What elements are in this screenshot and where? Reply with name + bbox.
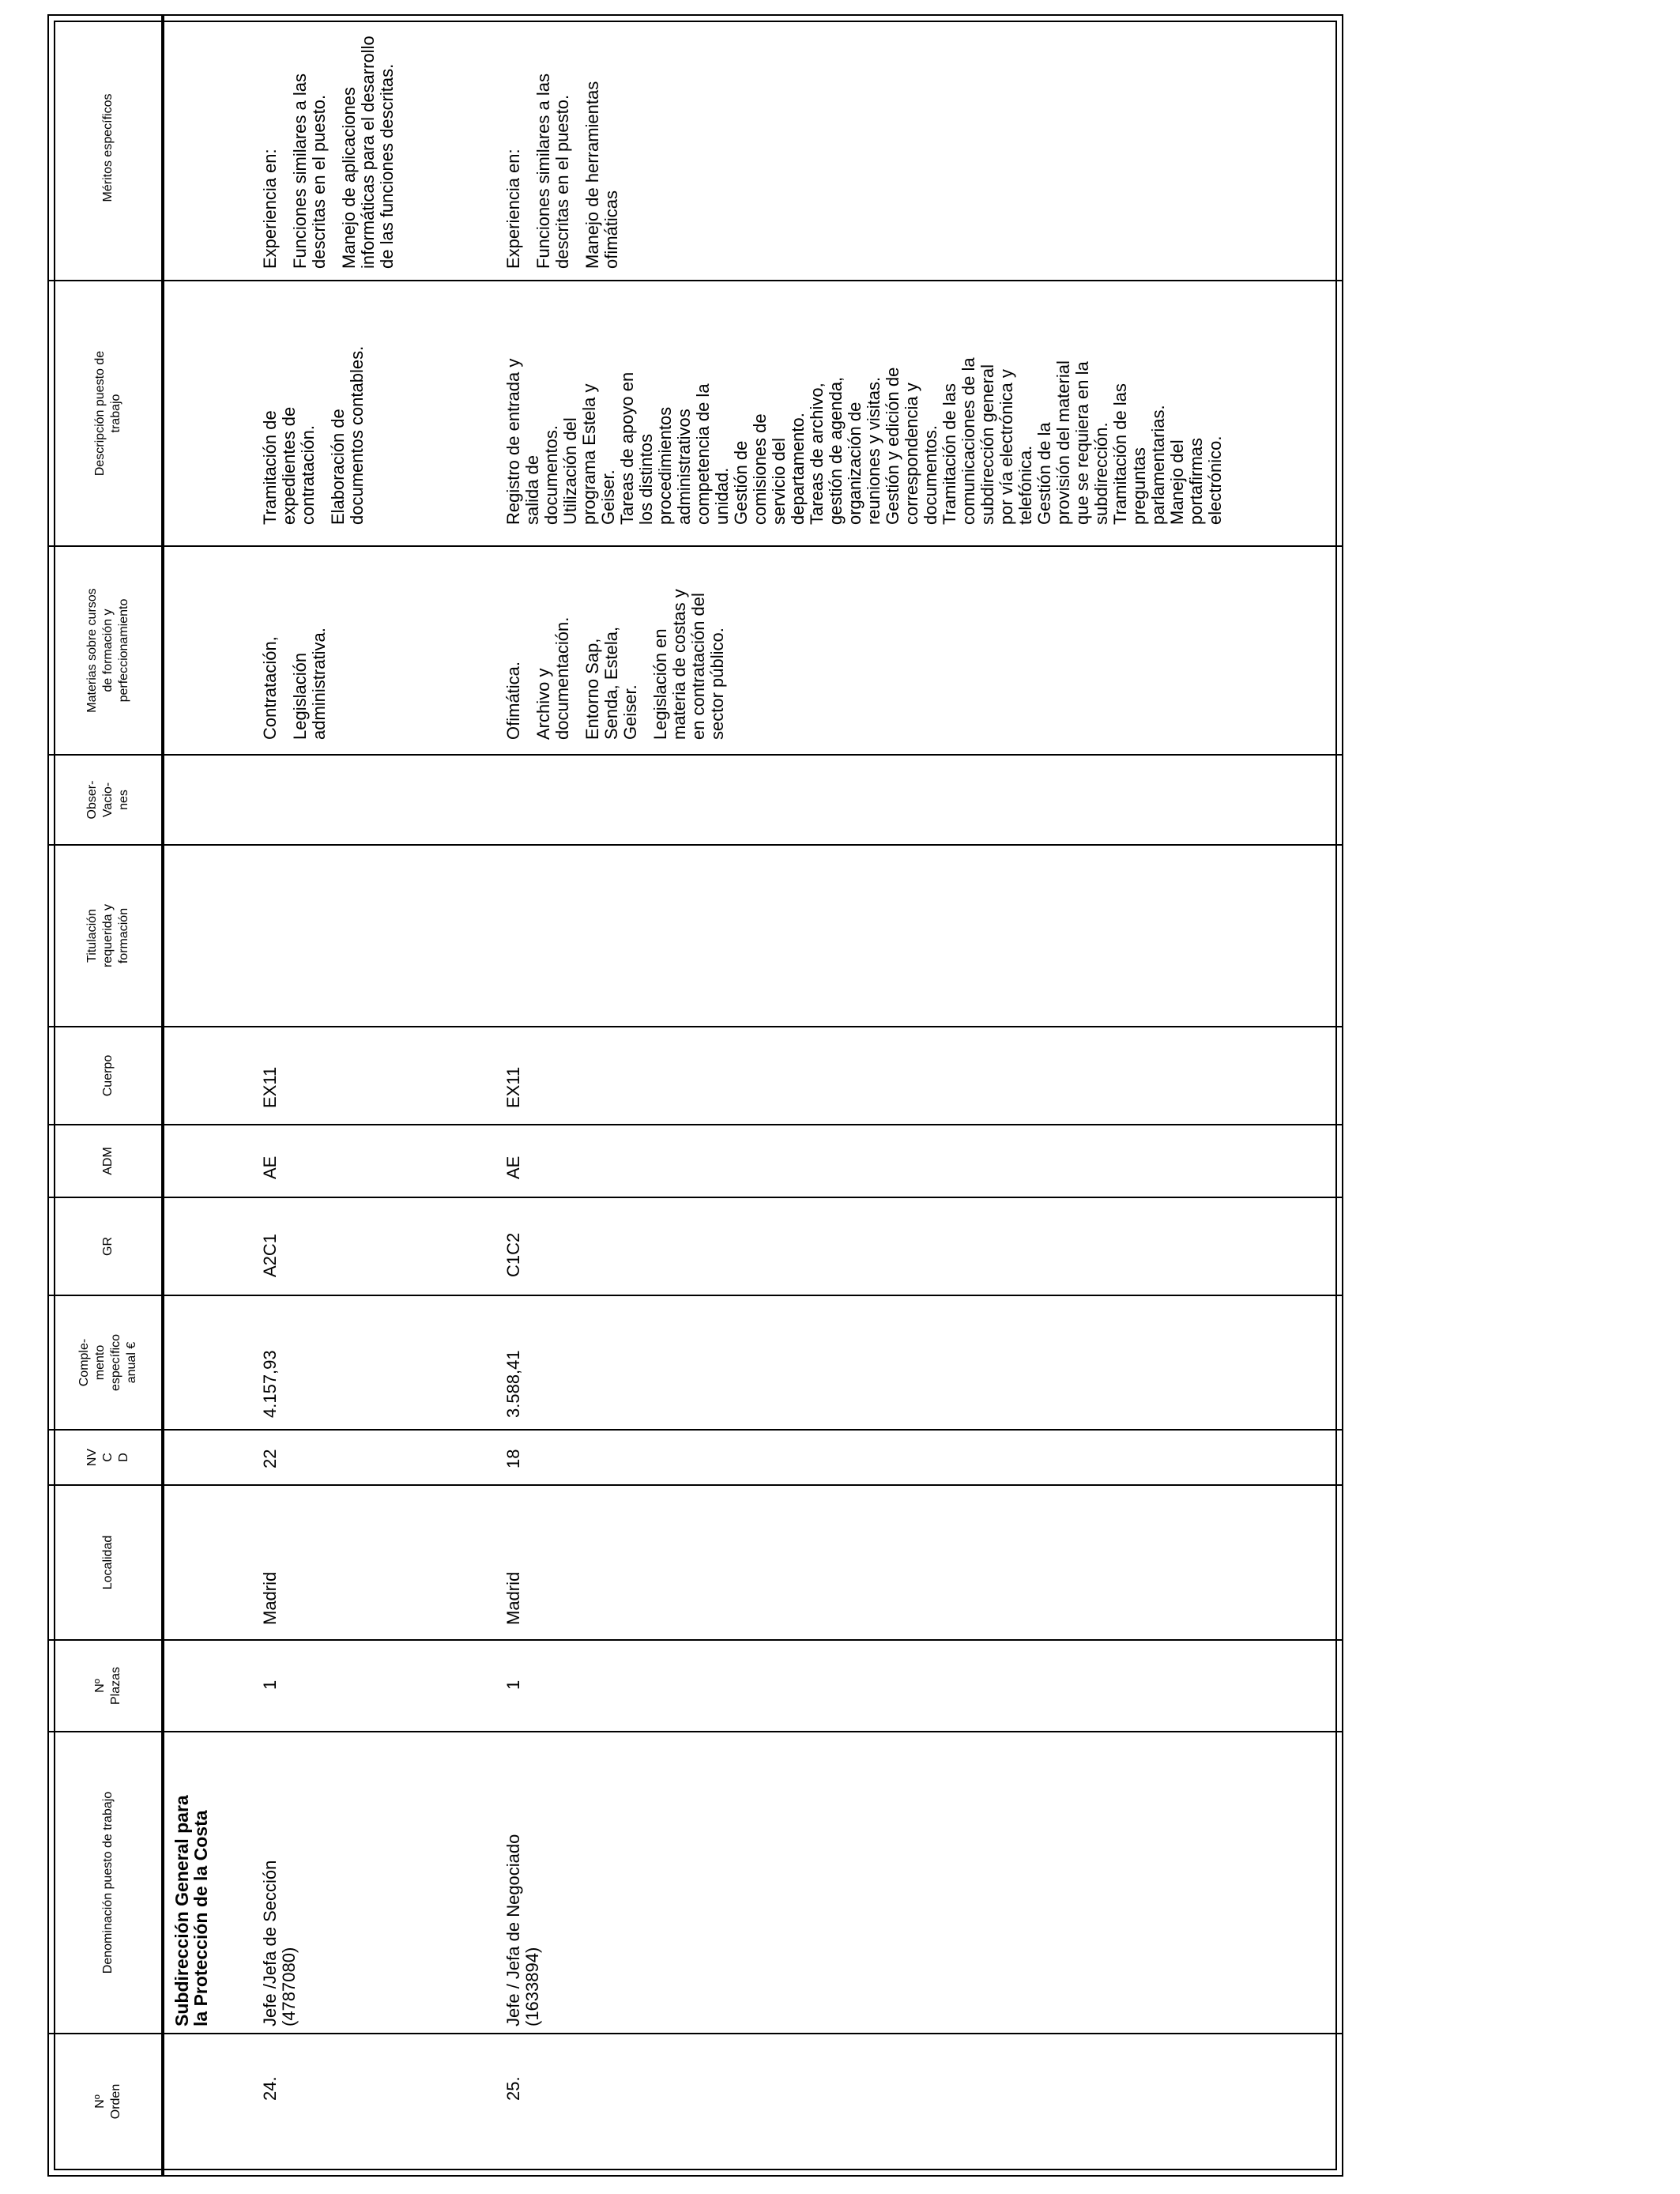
row-24-meritos [261,32,408,269]
row-24-merito: Manejo de aplicaciones informáticas para el desarrollo de las funciones descritas. [339,36,397,269]
header-cuerpo: Cuerpo [101,1054,115,1097]
row-24-materias [261,605,340,740]
row-24-descripcion [261,343,378,525]
header-materias: Materias sobre cursos de formación y perfeccionamiento [85,588,130,713]
column-divider [49,2033,1342,2034]
header-observaciones: Obser- Vacio- nes [85,780,130,820]
column-divider [49,1124,1342,1125]
header-adm: ADM [101,1147,115,1175]
row-24-grupo: A2C1 [260,1233,280,1277]
row-24-localidad: Madrid [260,1571,280,1625]
row-24-materia: Legislación administrativa. [290,628,329,740]
row-25-cuerpo: EX11 [503,1066,523,1108]
row-25-materia: Ofimática. [503,661,523,740]
header-localidad: Localidad [101,1535,115,1590]
row-25-descripcion-item: Gestión de la provisión del material que se requiera en la subdirección. [1034,360,1111,525]
header-plazas: Nº Plazas [93,1666,122,1706]
row-25-descripcion-item: Gestión y edición de correspondencia y documentos. [883,367,940,525]
row-24-nivel: 22 [260,1449,280,1468]
row-25-materia: Archivo y documentación. [533,616,572,740]
header-meritos: Méritos específicos [101,93,115,202]
row-25-descripcion-item: Utilización del programa Estela y Geiser. [560,383,618,525]
column-divider [49,1484,1342,1486]
column-divider [49,1026,1342,1027]
row-25-materia: Entorno Sap, Senda, Estela, Geiser. [582,626,640,740]
row-25-descripcion-item: Tareas de archivo, gestión de agenda, organización de reuniones y visitas. [807,376,883,525]
column-divider [49,280,1342,281]
row-25-descripcion-item: Tramitación de las comunicaciones de la subdirección general por vía electrónica y telefónica. [940,357,1035,525]
row-25-localidad: Madrid [503,1571,523,1625]
row-25-meritos [504,32,632,269]
header-nivel: NV C D [85,1448,130,1467]
column-divider [49,1731,1342,1732]
row-25-merito: Manejo de herramientas ofimáticas [582,81,621,269]
row-24-orden: 24. [260,2076,280,2101]
row-25-complemento: 3.588,41 [503,1350,523,1418]
row-25-descripcion-item: Tramitación de las preguntas parlamentarias. [1110,383,1168,525]
row-24-materia: Contratación, [260,636,280,740]
column-divider [49,1295,1342,1296]
column-divider [49,754,1342,756]
row-25-orden: 25. [503,2076,523,2101]
row-24-descripcion-item: Elaboración de documentos contables. [328,345,367,525]
header-orden: Nº Orden [93,2083,122,2120]
header-complemento: Comple- mento específico anual € [77,1333,138,1392]
row-24-denominacion: Jefe /Jefa de Sección (4787080) [260,1860,299,2026]
column-divider [49,1197,1342,1198]
header-titulacion: Titulación requerida y formación [85,903,130,968]
row-24-cuerpo: EX11 [260,1066,280,1108]
row-25-merito: Funciones similares a las descritas en el puesto. [533,74,572,269]
section-title: Subdirección General para la Protección de la Costa [171,1795,211,2026]
header-descripcion: Descripción puesto de trabajo [93,350,122,477]
row-24-merito: Funciones similares a las descritas en el puesto. [290,74,329,269]
row-24-complemento: 4.157,93 [260,1350,280,1418]
table-inner-border [54,21,1337,2170]
header-grupo: GR [101,1237,115,1256]
header-separator [161,14,164,2177]
row-25-descripcion-item: Manejo del portafirmas electrónico. [1167,435,1225,525]
column-divider [49,545,1342,547]
header-denominacion: Denominación puesto de trabajo [101,1791,115,1974]
row-24-plazas: 1 [260,1679,280,1690]
row-25-nivel: 18 [503,1449,523,1468]
row-24-merito: Experiencia en: [260,149,280,269]
column-divider [49,844,1342,846]
row-25-materias [504,582,738,740]
row-25-materia: Legislación en materia de costas y en contratación del sector público. [650,589,727,740]
row-25-descripcion-item: Tareas de apoyo en los distintos procedimientos administrativos competencia de la unidad. [617,371,732,525]
row-25-descripcion-item: Registro de entrada y salida de documentos. [503,358,561,525]
row-25-grupo: C1C2 [503,1232,523,1277]
row-25-merito: Experiencia en: [503,149,523,269]
row-25-denominacion: Jefe / Jefa de Negociado (1633894) [503,1834,542,2026]
row-24-adm: AE [260,1155,280,1179]
row-25-plazas: 1 [503,1679,523,1690]
row-25-descripcion [504,352,1225,525]
column-divider [49,1429,1342,1431]
row-25-descripcion-item: Gestión de comisiones de servicio del departamento. [731,413,808,525]
column-divider [49,1639,1342,1641]
row-25-adm: AE [503,1155,523,1179]
row-24-descripcion-item: Tramitación de expedientes de contratación. [260,406,318,525]
